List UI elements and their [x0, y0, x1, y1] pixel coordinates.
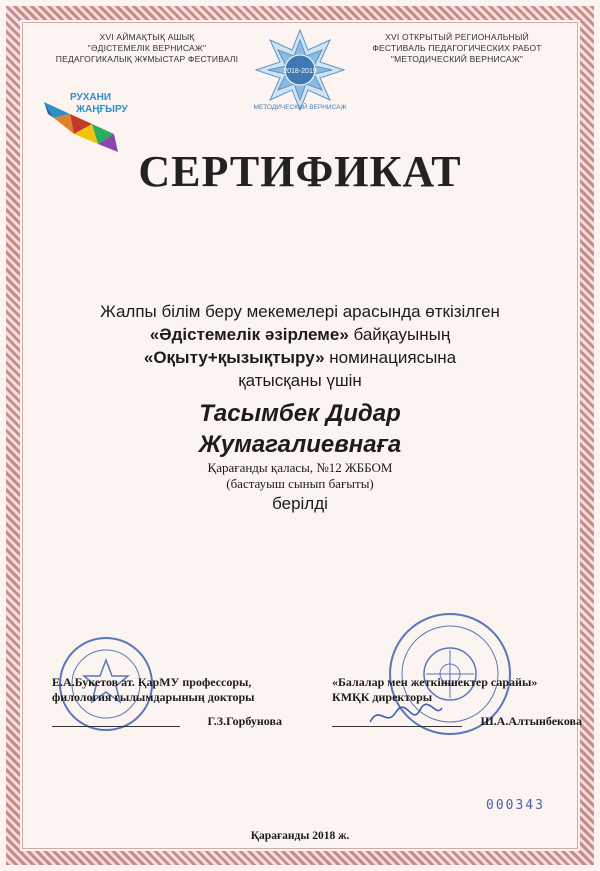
recipient-school: [0, 460, 600, 492]
signatory-right-name: Ш.А.Алтынбекова: [480, 714, 582, 728]
nomination-name: «Оқыту+қызықтыру»: [143, 348, 325, 367]
certificate-title: СЕРТИФИКАТ: [138, 147, 462, 196]
school-line: Қарағанды қаласы, №12 ЖББОМ: [207, 460, 393, 475]
handwritten-signature-icon: [366, 700, 446, 730]
nomination-suffix: номинациясына: [324, 348, 457, 367]
festival-logo-caption: МЕТОДИЧЕСКИЙ ВЕРНИСАЖ: [253, 104, 347, 111]
header-right-ru: [362, 32, 552, 65]
header-right-line: "МЕТОДИЧЕСКИЙ ВЕРНИСАЖ": [390, 54, 524, 64]
signatory-right-title: «Балалар мен жеткіншектер сарайы»: [332, 675, 538, 689]
header-right-line: ФЕСТИВАЛЬ ПЕДАГОГИЧЕСКИХ РАБОТ: [372, 43, 542, 53]
contest-suffix: байқауының: [348, 325, 451, 344]
rukhani-logo-line: ЖАҢҒЫРУ: [76, 104, 128, 115]
recipient-name-line: Тасымбек Дидар: [199, 400, 401, 427]
rukhani-logo-line: РУХАНИ: [70, 92, 112, 103]
body-line: қатысқаны үшін: [238, 371, 362, 390]
festival-logo-icon: [250, 26, 350, 114]
footer-city-year: Қарағанды 2018 ж.: [250, 830, 350, 842]
signatory-left-title: филология ғылымдарының докторы: [52, 690, 255, 704]
header-right-line: XVI ОТКРЫТЫЙ РЕГИОНАЛЬНЫЙ: [385, 32, 529, 42]
body-contest-line: [60, 323, 540, 346]
school-line: (бастауыш сынып бағыты): [226, 476, 374, 491]
signature-row-left: [52, 711, 282, 727]
signatory-left-name: Г.З.Горбунова: [207, 714, 282, 728]
header-left-kz: [52, 32, 242, 65]
recipient-name-line: Жумагалиевнаға: [198, 431, 402, 458]
header-left-line: ПЕДАГОГИКАЛЫҚ ЖҰМЫСТАР ФЕСТИВАЛІ: [55, 54, 239, 64]
recipient-name: [0, 398, 600, 460]
contest-name: «Әдістемелік әзірлеме»: [149, 325, 349, 344]
given-text: берілді: [272, 494, 328, 513]
signatory-left: [52, 675, 282, 727]
signature-line: [52, 726, 180, 727]
body-nomination-line: [60, 346, 540, 369]
header-left-line: XVI АЙМАҚТЫҚ АШЫҚ: [99, 32, 195, 42]
header-left-line: "ӘДІСТЕМЕЛІК ВЕРНИСАЖ": [87, 43, 207, 53]
rukhani-logo-text: [70, 92, 128, 116]
signatory-left-title: Е.А.Букетов ат. ҚарМУ профессоры,: [52, 675, 252, 689]
signatory-right-title: КМҚК директоры: [332, 690, 433, 704]
body-line: Жалпы білім беру мекемелері арасында өткізілген: [100, 302, 500, 321]
certificate-body: [60, 300, 540, 392]
serial-number: 000343: [486, 798, 545, 813]
festival-logo-years: 2018-2019: [283, 68, 317, 75]
